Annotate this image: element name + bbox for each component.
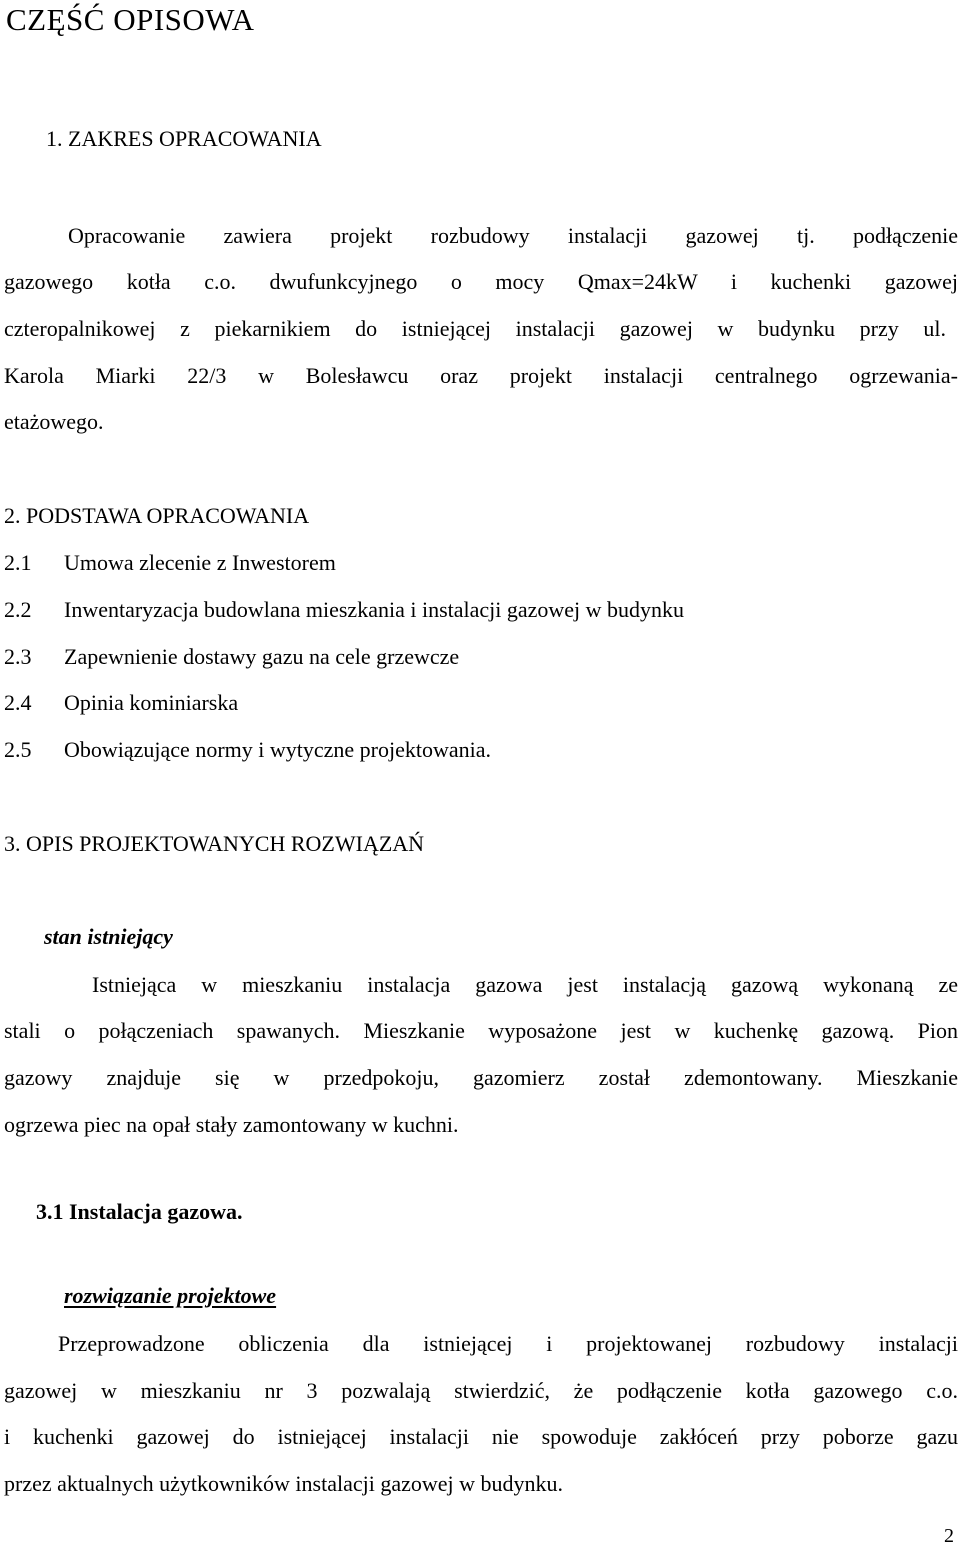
design-solution-line: gazowej w mieszkaniu nr 3 pozwalają stwierdzić, że podłączenie kotła gazowego c.o. (4, 1378, 958, 1403)
section-1-heading: 1. ZAKRES OPRACOWANIA (46, 126, 322, 151)
subsection-heading: 3.1 Instalacja gazowa. (36, 1199, 243, 1224)
basis-item-text: Umowa zlecenie z Inwestorem (64, 550, 336, 575)
design-solution-line: przez aktualnych użytkowników instalacji gazowej w budynku. (4, 1471, 564, 1496)
basis-item (4, 550, 336, 576)
basis-item-text: Obowiązujące normy i wytyczne projektowania. (64, 737, 492, 762)
basis-item (4, 690, 238, 716)
design-solution-label: rozwiązanie projektowe (64, 1283, 277, 1308)
page-number: 2 (944, 1525, 954, 1547)
basis-item (4, 737, 491, 763)
existing-state-label: stan istniejący (44, 924, 173, 949)
section-1-line: Karola Miarki 22/3 w Bolesławcu oraz projekt instalacji centralnego ogrzewania- (4, 363, 958, 388)
existing-state-line: Istniejąca w mieszkaniu instalacja gazowa jest instalacją gazową wykonaną ze (92, 972, 958, 997)
basis-item (4, 644, 459, 670)
basis-item-number: 2.1 (4, 550, 32, 575)
section-1-line: gazowego kotła c.o. dwufunkcyjnego o mocy Qmax=24kW i kuchenki gazowej (4, 269, 958, 294)
section-1-line: czteropalnikowej z piekarnikiem do istniejącej instalacji gazowej w budynku przy ul. (4, 316, 946, 341)
page-title: CZĘŚĆ OPISOWA (6, 2, 255, 37)
design-solution-line: Przeprowadzone obliczenia dla istniejącej i projektowanej rozbudowy instalacji (58, 1331, 958, 1356)
section-1-line: Opracowanie zawiera projekt rozbudowy instalacji gazowej tj. podłączenie (68, 223, 958, 248)
existing-state-line: stali o połączeniach spawanych. Mieszkanie wyposażone jest w kuchenkę gazową. Pion (4, 1018, 958, 1043)
basis-item-text: Opinia kominiarska (64, 690, 239, 715)
basis-item-number: 2.5 (4, 737, 32, 762)
section-1-line: etażowego. (4, 409, 104, 434)
section-3-heading: 3. OPIS PROJEKTOWANYCH ROZWIĄZAŃ (4, 831, 425, 856)
basis-item-number: 2.2 (4, 597, 32, 622)
basis-item-number: 2.4 (4, 690, 32, 715)
basis-item-text: Zapewnienie dostawy gazu na cele grzewcze (64, 644, 460, 669)
design-solution-line: i kuchenki gazowej do istniejącej instalacji nie spowoduje zakłóceń przy poborze gazu (4, 1424, 958, 1449)
basis-item (4, 597, 684, 623)
existing-state-line: gazowy znajduje się w przedpokoju, gazomierz został zdemontowany. Mieszkanie (4, 1065, 958, 1090)
existing-state-line: ogrzewa piec na opał stały zamontowany w kuchni. (4, 1112, 459, 1137)
basis-item-number: 2.3 (4, 644, 32, 669)
section-2-heading: 2. PODSTAWA OPRACOWANIA (4, 503, 310, 528)
basis-item-text: Inwentaryzacja budowlana mieszkania i instalacji gazowej w budynku (64, 597, 685, 622)
